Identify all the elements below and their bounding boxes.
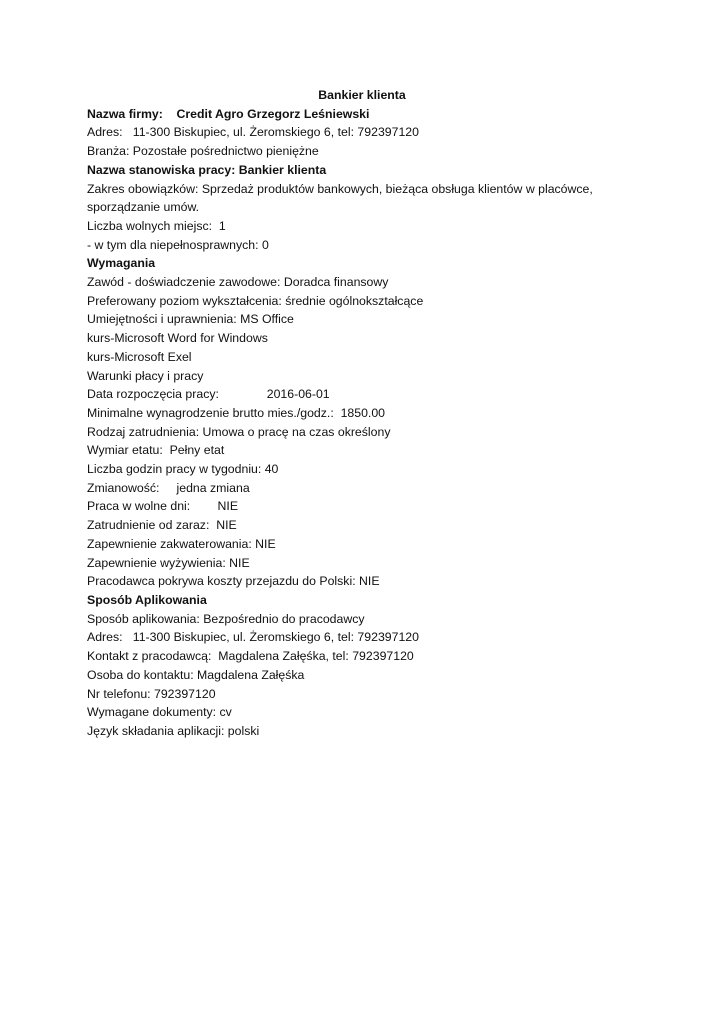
document-line: Adres: 11-300 Biskupiec, ul. Żeromskiego 6, tel: 792397120 (87, 125, 419, 140)
document-line: Zapewnienie wyżywienia: NIE (87, 555, 250, 570)
document-line: Rodzaj zatrudnienia: Umowa o pracę na czas określony (87, 424, 391, 439)
section-heading: Nazwa stanowiska pracy: Bankier klienta (87, 162, 327, 177)
document-line: Osoba do kontaktu: Magdalena Załęśka (87, 667, 305, 682)
document-line: Umiejętności i uprawnienia: MS Office (87, 312, 294, 327)
document-line: Zapewnienie zakwaterowania: NIE (87, 536, 276, 551)
document-line: Praca w wolne dni: NIE (87, 499, 239, 514)
document-line: Minimalne wynagrodzenie brutto mies./godz.: 1850.00 (87, 405, 386, 420)
document-line: Zakres obowiązków: Sprzedaż produktów bankowych, bieżąca obsługa klientów w placówce, sporządzanie umów. (87, 181, 593, 215)
document-line: Język składania aplikacji: polski (87, 723, 260, 738)
document-line: Zatrudnienie od zaraz: NIE (87, 518, 237, 533)
document-line: Branża: Pozostałe pośrednictwo pieniężne (87, 144, 319, 159)
document-line: Zmianowość: jedna zmiana (87, 480, 250, 495)
document-line: Adres: 11-300 Biskupiec, ul. Żeromskiego 6, tel: 792397120 (87, 630, 419, 645)
document-line: Nr telefonu: 792397120 (87, 686, 216, 701)
document-line: Data rozpoczęcia pracy: 2016-06-01 (87, 387, 330, 402)
document-line: - w tym dla niepełnosprawnych: 0 (87, 237, 269, 252)
section-heading: Wymagania (87, 256, 156, 271)
document-body (87, 105, 685, 741)
document-line: Liczba godzin pracy w tygodniu: 40 (87, 462, 279, 477)
section-heading: Nazwa firmy: Credit Agro Grzegorz Leśniewski (87, 106, 370, 121)
document-line: Liczba wolnych miejsc: 1 (87, 218, 226, 233)
document-line: Preferowany poziom wykształcenia: średnie ogólnokształcące (87, 293, 424, 308)
document-line: Sposób aplikowania: Bezpośrednio do pracodawcy (87, 611, 365, 626)
document-line: kurs-Microsoft Exel (87, 349, 192, 364)
document-line: Warunki płacy i pracy (87, 368, 204, 383)
document-line: kurs-Microsoft Word for Windows (87, 331, 268, 346)
section-heading: Sposób Aplikowania (87, 592, 207, 607)
document-line: Wymagane dokumenty: cv (87, 705, 232, 720)
document-line: Pracodawca pokrywa koszty przejazdu do Polski: NIE (87, 574, 380, 589)
document-line: Zawód - doświadczenie zawodowe: Doradca finansowy (87, 275, 389, 290)
document-line: Wymiar etatu: Pełny etat (87, 443, 225, 458)
document-title: Bankier klienta (318, 88, 406, 102)
document-line: Kontakt z pracodawcą: Magdalena Załęśka, tel: 792397120 (87, 649, 414, 664)
